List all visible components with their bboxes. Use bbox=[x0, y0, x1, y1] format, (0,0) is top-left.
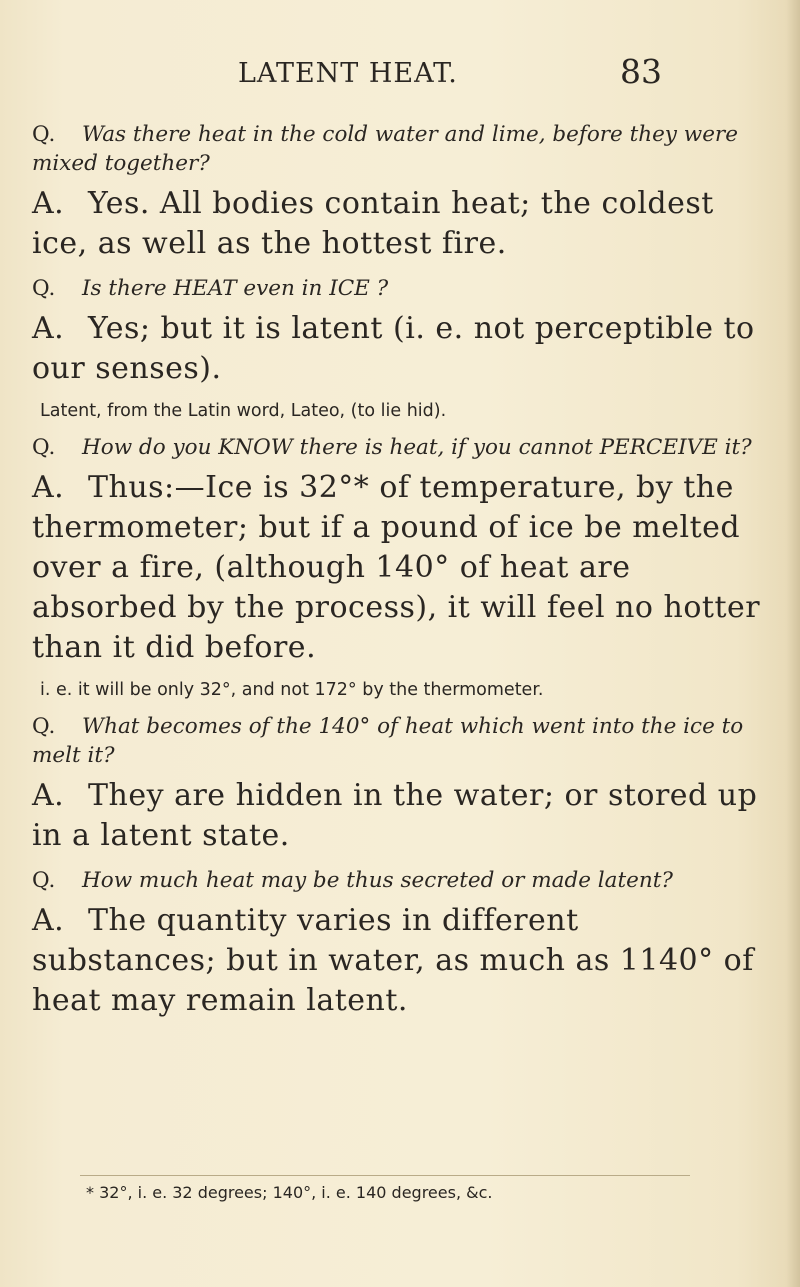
answer-2 bbox=[32, 309, 772, 389]
question-text: How much heat may be thus secreted or made latent? bbox=[82, 868, 673, 893]
question-text: How do you KNOW there is heat, if you cannot PERCEIVE it? bbox=[82, 435, 752, 460]
page-number: 83 bbox=[620, 52, 662, 91]
question-text: What becomes of the 140° of heat which went into the ice to melt it? bbox=[32, 714, 744, 768]
running-head: LATENT HEAT. bbox=[238, 58, 458, 89]
question-text: Is there HEAT even in ICE ? bbox=[82, 276, 389, 301]
page-edge-shadow bbox=[786, 0, 800, 1287]
question-label: Q. bbox=[32, 276, 56, 301]
footnote: * 32°, i. e. 32 degrees; 140°, i. e. 140 degrees, &c. bbox=[86, 1183, 493, 1202]
answer-text: Yes; but it is latent (i. e. not perceptible to our senses). bbox=[32, 311, 755, 386]
answer-1 bbox=[32, 184, 772, 264]
question-1 bbox=[32, 120, 772, 178]
answer-text: Yes. All bodies contain heat; the coldest ice, as well as the hottest fire. bbox=[32, 186, 714, 261]
answer-label: A. bbox=[32, 470, 65, 505]
answer-label: A. bbox=[32, 778, 65, 813]
answer-label: A. bbox=[32, 311, 65, 346]
answer-label: A. bbox=[32, 903, 65, 938]
answer-5 bbox=[32, 901, 772, 1021]
page-body bbox=[32, 120, 772, 1031]
question-label: Q. bbox=[32, 868, 56, 893]
note-latin-origin: Latent, from the Latin word, Lateo, (to lie hid). bbox=[40, 401, 447, 421]
answer-3 bbox=[32, 468, 772, 668]
answer-4 bbox=[32, 776, 772, 856]
question-label: Q. bbox=[32, 122, 56, 147]
question-3 bbox=[32, 433, 772, 462]
question-5 bbox=[32, 866, 772, 895]
answer-text: The quantity varies in different substances; but in water, as much as 1140° of heat may remain latent. bbox=[32, 903, 754, 1018]
question-4 bbox=[32, 712, 772, 770]
note-thermometer: i. e. it will be only 32°, and not 172° by the thermometer. bbox=[40, 680, 544, 700]
answer-text: They are hidden in the water; or stored up in a latent state. bbox=[32, 778, 758, 853]
footnote-divider bbox=[80, 1175, 690, 1176]
page-header bbox=[0, 52, 800, 98]
question-2 bbox=[32, 274, 772, 303]
question-text: Was there heat in the cold water and lime, before they were mixed together? bbox=[32, 122, 738, 176]
question-label: Q. bbox=[32, 714, 56, 739]
answer-label: A. bbox=[32, 186, 65, 221]
question-label: Q. bbox=[32, 435, 56, 460]
answer-text: Thus:—Ice is 32°* of temperature, by the thermometer; but if a pound of ice be melted over a fire, (although 140° of heat are absorbed by the process), it will feel no hotter than it did before. bbox=[32, 470, 761, 665]
